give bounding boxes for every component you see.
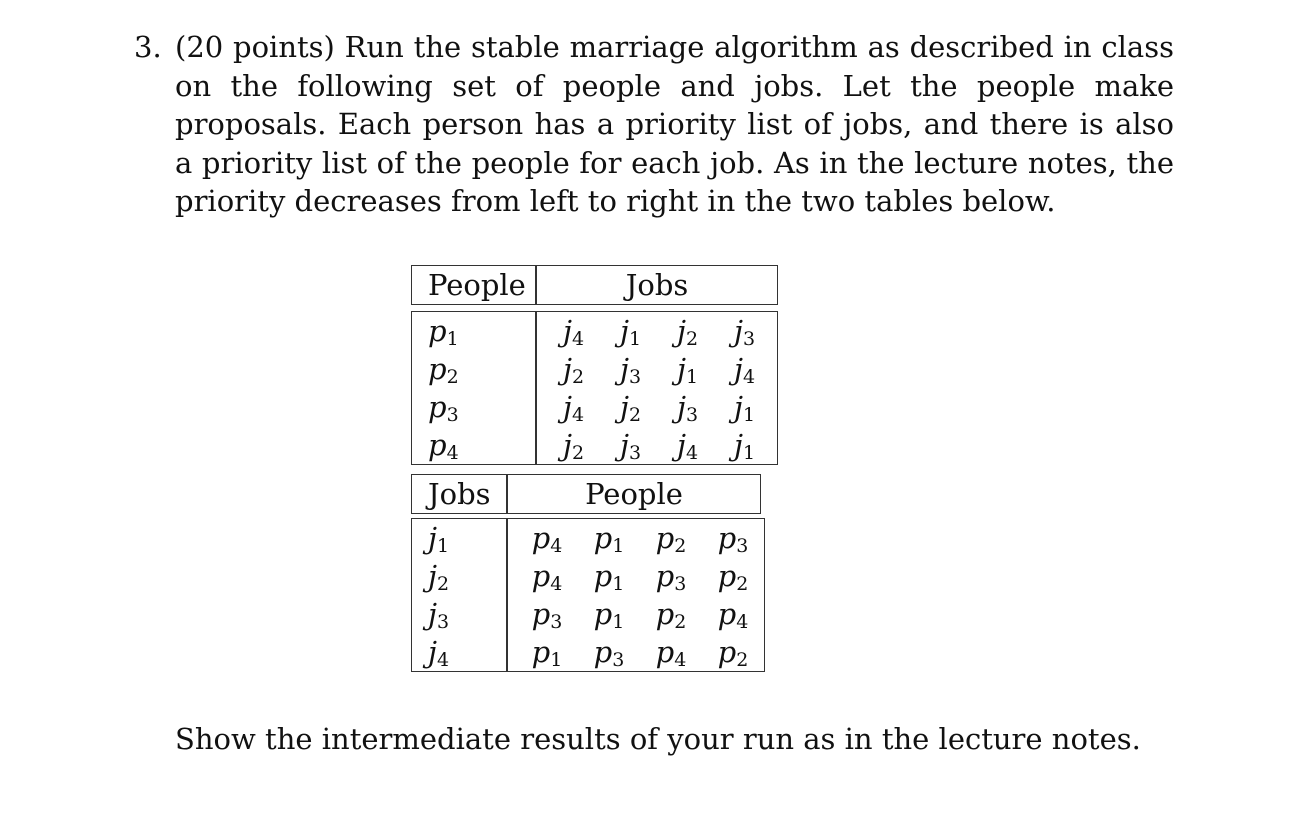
pref-cell: $j_2$ <box>676 314 699 350</box>
jobs-pref-row <box>516 519 764 557</box>
pref-cell: $p_1$ <box>593 597 625 633</box>
jobs-labels <box>411 518 507 672</box>
pref-cell: $j_4$ <box>562 390 585 426</box>
pref-cell: $p_4$ <box>655 635 687 671</box>
pref-cell: $j_2$ <box>562 352 585 388</box>
pref-cell: $j_1$ <box>733 390 756 426</box>
people-row-label: $p_2$ <box>428 352 459 388</box>
people-labels <box>411 311 536 465</box>
jobs-table <box>411 474 761 514</box>
problem-statement <box>134 28 1174 221</box>
pref-cell: $j_4$ <box>676 428 699 464</box>
jobs-row-label: $j_2$ <box>428 559 450 595</box>
jobs-pref-row <box>516 595 764 633</box>
pref-cell: $j_4$ <box>562 314 585 350</box>
pref-cell: $p_2$ <box>655 597 687 633</box>
people-pref-row <box>545 388 777 426</box>
pref-cell: $j_1$ <box>733 428 756 464</box>
pref-cell: $j_1$ <box>619 314 642 350</box>
pref-cell: $p_4$ <box>717 597 749 633</box>
pref-cell: $p_3$ <box>593 635 625 671</box>
pref-cell: $p_2$ <box>717 635 749 671</box>
people-table-header <box>411 265 778 305</box>
pref-cell: $p_3$ <box>531 597 563 633</box>
problem-number: 3. <box>134 30 162 64</box>
jobs-row-label: $j_3$ <box>428 597 450 633</box>
pref-cell: $p_1$ <box>593 559 625 595</box>
pref-cell: $p_4$ <box>531 559 563 595</box>
people-prefs <box>536 311 778 465</box>
people-header-values: Jobs <box>536 265 778 305</box>
pref-cell: $p_3$ <box>655 559 687 595</box>
jobs-header-label: Jobs <box>411 474 507 514</box>
pref-cell: $p_4$ <box>531 521 563 557</box>
jobs-header-values: People <box>507 474 761 514</box>
pref-cell: $p_2$ <box>655 521 687 557</box>
pref-cell: $j_2$ <box>562 428 585 464</box>
pref-cell: $j_3$ <box>619 352 642 388</box>
people-row-label: $p_3$ <box>428 390 459 426</box>
people-row-label: $p_1$ <box>428 314 459 350</box>
pref-cell: $j_1$ <box>676 352 699 388</box>
problem-text: (20 points) Run the stable marriage algorithm as described in class on the following set of people and jobs. Let the people make proposals. Each person has a priority list of jobs, and there is also a priority list of the people for each job. As in the lecture notes, the priority decreases from left to right in the two tables below. <box>175 30 1174 218</box>
jobs-row-label: $j_4$ <box>428 635 450 671</box>
pref-cell: $j_2$ <box>619 390 642 426</box>
people-pref-row <box>545 350 777 388</box>
pref-cell: $p_3$ <box>717 521 749 557</box>
instruction-footer: Show the intermediate results of your run as in the lecture notes. <box>175 722 1141 756</box>
people-table-body <box>411 311 778 465</box>
pref-cell: $p_1$ <box>531 635 563 671</box>
pref-cell: $j_4$ <box>733 352 756 388</box>
jobs-pref-row <box>516 557 764 595</box>
pref-cell: $p_1$ <box>593 521 625 557</box>
people-table <box>411 265 778 305</box>
pref-cell: $j_3$ <box>676 390 699 426</box>
pref-cell: $p_2$ <box>717 559 749 595</box>
people-pref-row <box>545 426 777 464</box>
pref-cell: $j_3$ <box>733 314 756 350</box>
jobs-prefs <box>507 518 765 672</box>
people-pref-row <box>545 312 777 350</box>
people-header-label: People <box>411 265 536 305</box>
jobs-table-body <box>411 518 765 672</box>
people-row-label: $p_4$ <box>428 428 459 464</box>
jobs-table-header <box>411 474 761 514</box>
jobs-row-label: $j_1$ <box>428 521 450 557</box>
jobs-pref-row <box>516 633 764 671</box>
pref-cell: $j_3$ <box>619 428 642 464</box>
